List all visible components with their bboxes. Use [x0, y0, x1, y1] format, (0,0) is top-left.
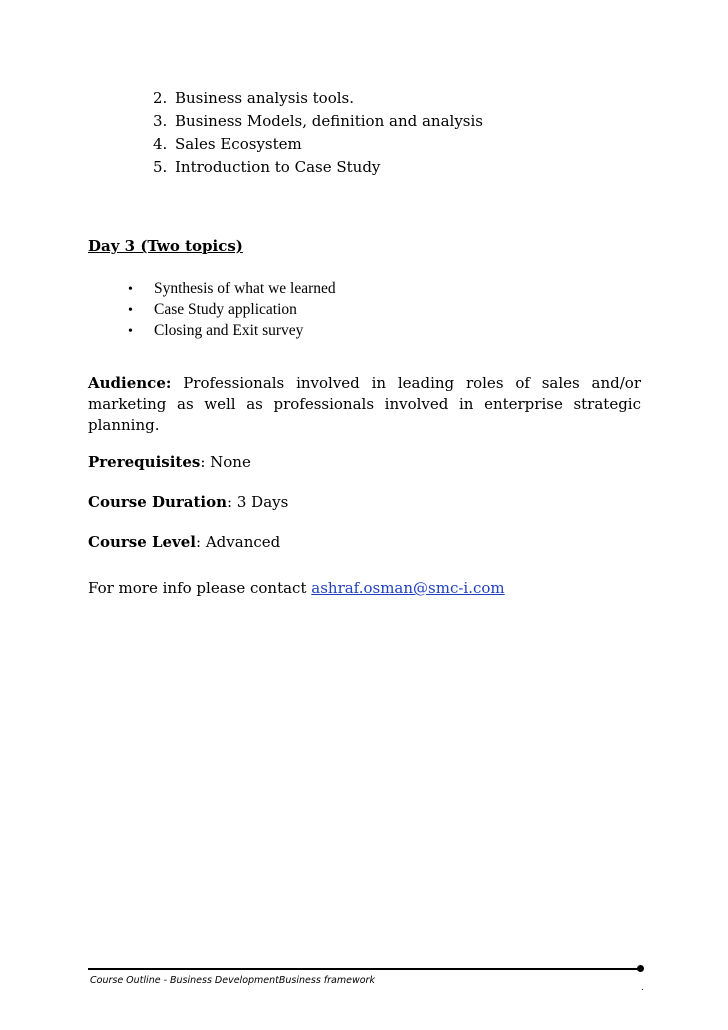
list-item-text: Case Study application [154, 301, 297, 318]
list-item [153, 110, 483, 133]
bullet-icon: • [128, 282, 133, 297]
prerequisites-line [88, 453, 251, 471]
bullet-icon: • [128, 303, 133, 318]
list-item-text: Business analysis tools. [175, 89, 355, 107]
day3-bullet-list [128, 278, 336, 341]
audience-paragraph [88, 373, 641, 436]
list-number: 5. [153, 158, 168, 176]
level-line [88, 533, 280, 551]
prerequisites-label: Prerequisites [88, 453, 201, 471]
contact-prefix: For more info please contact [88, 579, 312, 597]
list-number: 3. [153, 112, 168, 130]
list-item [128, 320, 336, 341]
level-value: : Advanced [196, 533, 281, 551]
contact-email-link[interactable]: ashraf.osman@smc-i.com [311, 579, 505, 597]
footer-divider [88, 968, 640, 970]
audience-text: Professionals involved in leading roles of sales and/or marketing as well as professionals involved in enterprise strategic planning. [88, 374, 641, 434]
footer-period: . [641, 982, 644, 993]
duration-label: Course Duration [88, 493, 228, 511]
footer-dot-icon [637, 965, 644, 972]
list-item-text: Sales Ecosystem [175, 135, 302, 153]
audience-label: Audience: [88, 374, 172, 392]
duration-value: : 3 Days [227, 493, 289, 511]
list-number: 2. [153, 89, 168, 107]
list-item-text: Introduction to Case Study [175, 158, 381, 176]
list-item-text: Business Models, definition and analysis [175, 112, 483, 130]
duration-line [88, 493, 288, 511]
list-number: 4. [153, 135, 168, 153]
list-item [153, 156, 483, 179]
prerequisites-value: : None [200, 453, 251, 471]
numbered-topic-list [153, 87, 483, 179]
list-item [153, 133, 483, 156]
footer-text: Course Outline - Business DevelopmentBusiness framework [90, 975, 375, 986]
list-item [153, 87, 483, 110]
list-item [128, 299, 336, 320]
list-item-text: Synthesis of what we learned [154, 280, 336, 297]
list-item-text: Closing and Exit survey [154, 322, 304, 339]
contact-line [88, 579, 505, 597]
level-label: Course Level [88, 533, 197, 551]
day3-heading: Day 3 (Two topics) [88, 237, 243, 255]
list-item [128, 278, 336, 299]
bullet-icon: • [128, 324, 133, 339]
